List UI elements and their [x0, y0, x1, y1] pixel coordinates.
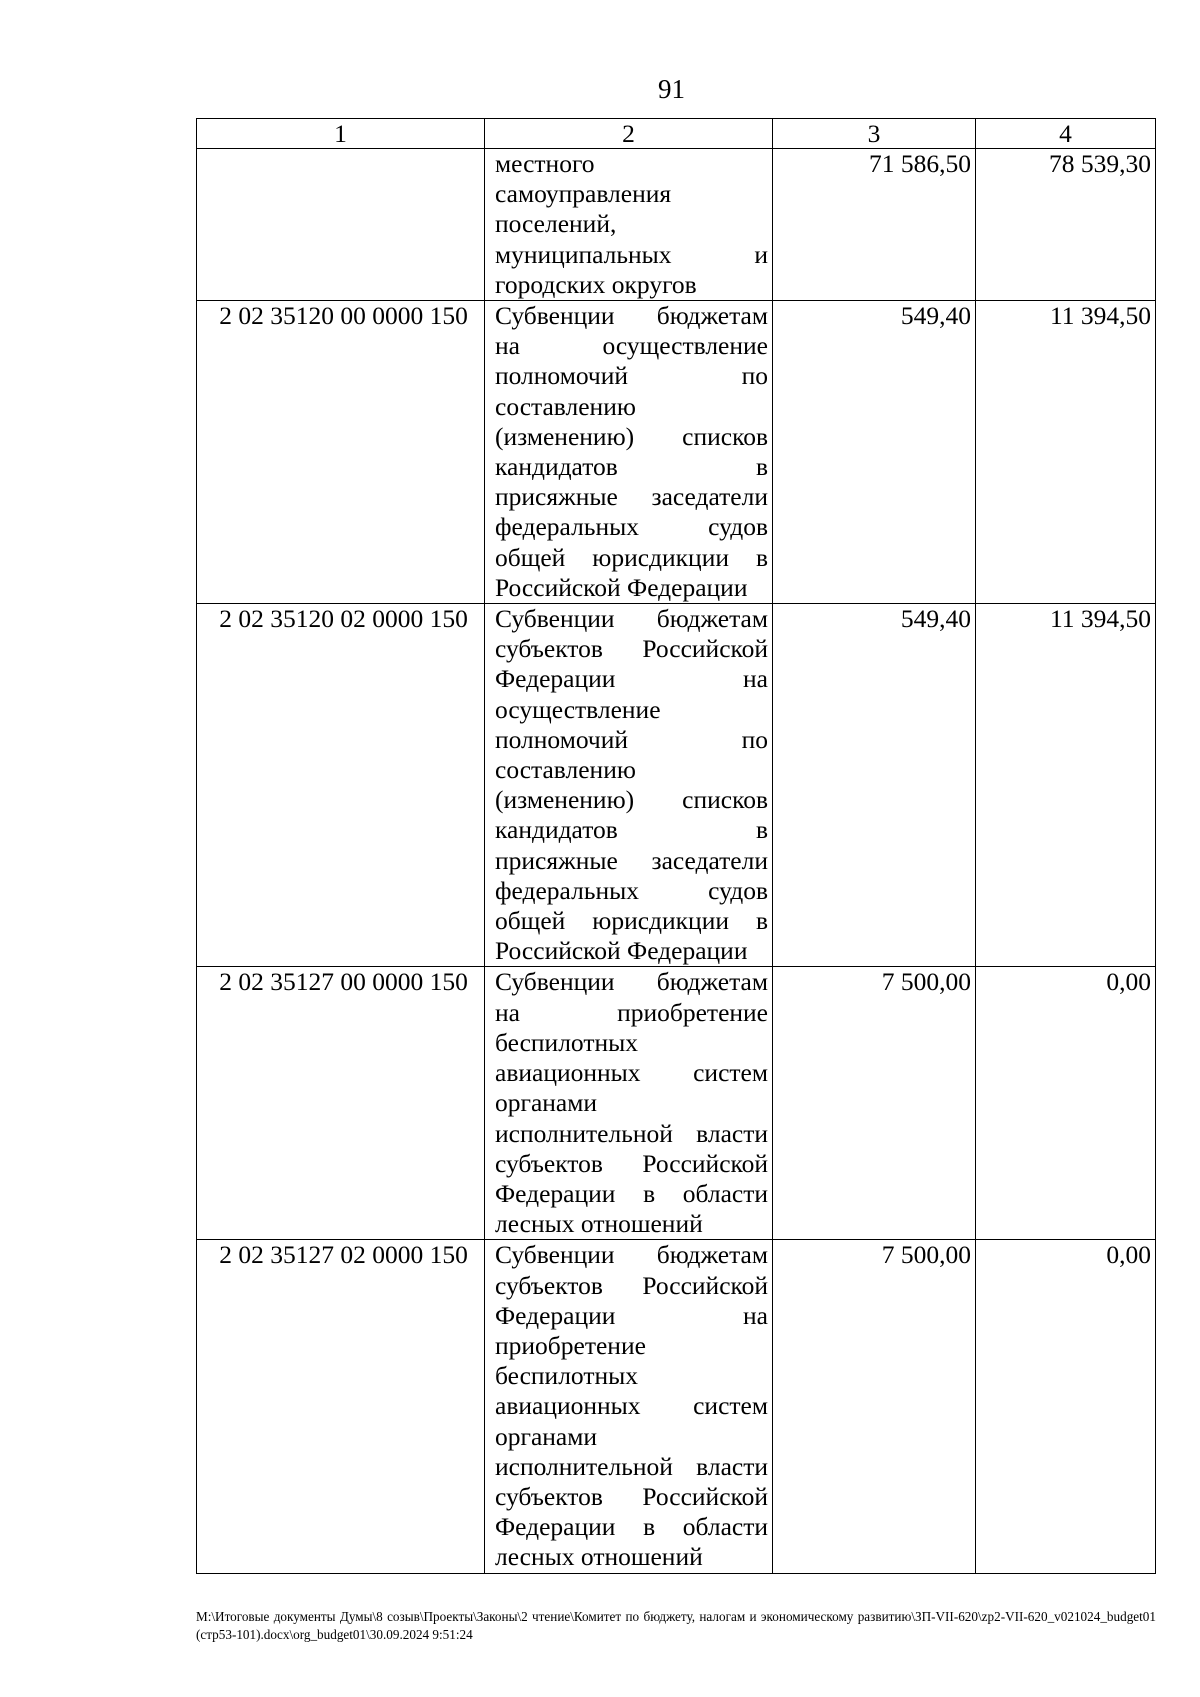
- revenue-name-line: Субвенции бюджетам: [495, 967, 768, 997]
- revenue-name-line: присяжные заседатели: [495, 482, 768, 512]
- revenue-name-line: Российской Федерации: [495, 572, 748, 602]
- revenue-name-line: беспилотных: [495, 1027, 639, 1057]
- revenue-name-line: органами: [495, 1088, 598, 1118]
- table-row: [197, 604, 1156, 967]
- revenue-name-line: Федерации на: [495, 664, 768, 694]
- revenue-name-cell: [485, 149, 773, 301]
- table-header-row: [197, 119, 1156, 149]
- revenue-name-line: беспилотных: [495, 1361, 639, 1391]
- revenue-name-cell: [485, 604, 773, 967]
- amount-column-3-cell: 549,40: [773, 604, 976, 967]
- revenue-name-line: городских округов: [495, 269, 697, 299]
- revenue-name-line: органами: [495, 1421, 598, 1451]
- revenue-name-line: субъектов Российской: [495, 634, 768, 664]
- revenue-name-line: исполнительной власти: [495, 1451, 768, 1481]
- revenue-name-line: Федерации в области: [495, 1512, 768, 1542]
- table-body: [197, 149, 1156, 1574]
- revenue-name-line: субъектов Российской: [495, 1481, 768, 1511]
- revenue-name-cell: [485, 967, 773, 1240]
- revenue-name-line: присяжные заседатели: [495, 845, 768, 875]
- revenue-name-line: исполнительной власти: [495, 1118, 768, 1148]
- revenue-name-line: лесных отношений: [495, 1209, 703, 1239]
- amount-column-3-cell: 7 500,00: [773, 1240, 976, 1573]
- budget-code-cell: 2 02 35127 02 0000 150: [197, 1240, 485, 1573]
- revenue-name-line: (изменению) списков: [495, 785, 768, 815]
- page-number: 91: [658, 74, 685, 104]
- revenue-name-line: Субвенции бюджетам: [495, 1240, 768, 1270]
- table-row: [197, 301, 1156, 604]
- file-path-footer: M:\Итоговые документы Думы\8 созыв\Проекты\Законы\2 чтение\Комитет по бюджету, налогам и экономическому развитию\ЗП-VII-620\zp2-VII-620_v021024_budget01 (стр53-101).docx\org_budget01\30.09.2024 9:51:24: [196, 1609, 1156, 1642]
- revenue-name-line: лесных отношений: [495, 1542, 703, 1572]
- revenue-name-line: составлению: [495, 391, 636, 421]
- amount-column-3-cell: 71 586,50: [773, 149, 976, 301]
- budget-code-cell: 2 02 35127 00 0000 150: [197, 967, 485, 1240]
- revenue-name-line: субъектов Российской: [495, 1270, 768, 1300]
- column-header-2: 2: [485, 119, 773, 149]
- amount-column-4-cell: 0,00: [976, 1240, 1156, 1573]
- table-row: [197, 149, 1156, 301]
- revenue-name-line: Субвенции бюджетам: [495, 301, 768, 331]
- revenue-name-line: Российской Федерации: [495, 936, 748, 966]
- revenue-name-line: авиационных систем: [495, 1058, 768, 1088]
- revenue-name-line: приобретение: [495, 1330, 646, 1360]
- revenue-name-line: Субвенции бюджетам: [495, 604, 768, 634]
- revenue-name-line: полномочий по: [495, 724, 768, 754]
- table-row: [197, 1240, 1156, 1573]
- revenue-name-line: субъектов Российской: [495, 1148, 768, 1178]
- revenue-name-line: кандидатов в: [495, 452, 768, 482]
- revenue-name-line: поселений,: [495, 209, 617, 239]
- revenue-name-line: федеральных судов: [495, 512, 768, 542]
- amount-column-3-cell: 7 500,00: [773, 967, 976, 1240]
- amount-column-4-cell: 0,00: [976, 967, 1156, 1240]
- revenue-name-line: федеральных судов: [495, 875, 768, 905]
- table-row: [197, 967, 1156, 1240]
- revenue-name-line: (изменению) списков: [495, 421, 768, 451]
- revenue-name-line: осуществление: [495, 694, 661, 724]
- revenue-name-line: самоуправления: [495, 179, 672, 209]
- amount-column-4-cell: 78 539,30: [976, 149, 1156, 301]
- revenue-name-line: составлению: [495, 755, 636, 785]
- revenue-name-line: на осуществление: [495, 331, 768, 361]
- revenue-name-line: Федерации в области: [495, 1178, 768, 1208]
- revenue-name-line: на приобретение: [495, 997, 768, 1027]
- revenue-name-line: местного: [495, 149, 595, 178]
- amount-column-4-cell: 11 394,50: [976, 604, 1156, 967]
- budget-code-cell: 2 02 35120 02 0000 150: [197, 604, 485, 967]
- revenue-name-line: общей юрисдикции в: [495, 542, 768, 572]
- budget-code-cell: 2 02 35120 00 0000 150: [197, 301, 485, 604]
- revenue-name-line: авиационных систем: [495, 1391, 768, 1421]
- revenue-name-line: кандидатов в: [495, 815, 768, 845]
- revenue-name-cell: [485, 1240, 773, 1573]
- revenue-name-line: муниципальных и: [495, 239, 768, 269]
- revenue-name-line: общей юрисдикции в: [495, 906, 768, 936]
- budget-table: [196, 118, 1156, 1574]
- revenue-name-cell: [485, 301, 773, 604]
- amount-column-3-cell: 549,40: [773, 301, 976, 604]
- budget-code-cell: [197, 149, 485, 301]
- column-header-4: 4: [976, 119, 1156, 149]
- revenue-name-line: Федерации на: [495, 1300, 768, 1330]
- revenue-name-line: полномочий по: [495, 361, 768, 391]
- column-header-1: 1: [197, 119, 485, 149]
- column-header-3: 3: [773, 119, 976, 149]
- amount-column-4-cell: 11 394,50: [976, 301, 1156, 604]
